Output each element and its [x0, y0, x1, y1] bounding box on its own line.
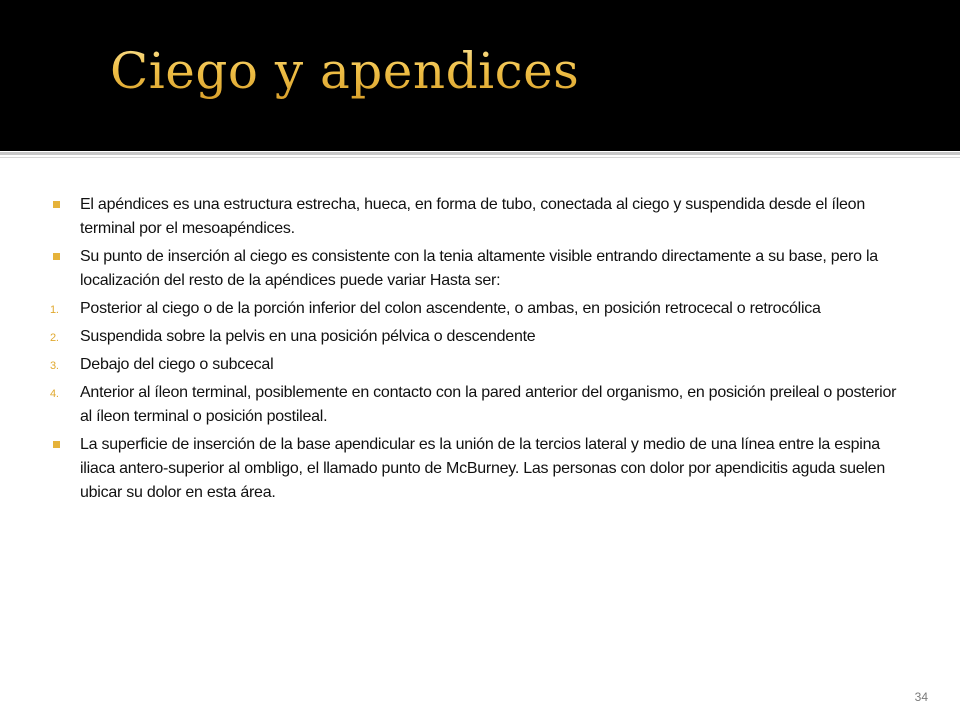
title-band [0, 0, 960, 151]
slide-title: Ciego y apendices [110, 42, 580, 100]
list-number: 3. [50, 360, 59, 372]
square-bullet-icon [53, 441, 60, 448]
page-number: 34 [914, 690, 928, 704]
numbered-item [50, 353, 900, 377]
title-divider [0, 152, 960, 155]
numbered-text: Posterior al ciego o de la porción inferior del colon ascendente, o ambas, en posición retrocecal o retrocólica [80, 300, 821, 317]
bullet-text: La superficie de inserción de la base apendicular es la unión de la tercios lateral y medio de una línea entre la espina iliaca antero-superior al ombligo, el llamado punto de McBurney. Las personas con dolor por apendicitis aguda suelen ubicar su dolor en esta área. [80, 436, 885, 501]
bullet-text: El apéndices es una estructura estrecha, hueca, en forma de tubo, conectada al ciego y suspendida desde el íleon terminal por el mesoapéndices. [80, 196, 865, 237]
list-number: 1. [50, 304, 59, 316]
bullet-item [50, 433, 900, 505]
numbered-text: Debajo del ciego o subcecal [80, 356, 274, 373]
numbered-item [50, 297, 900, 321]
title-divider-thin [0, 157, 960, 158]
square-bullet-icon [53, 253, 60, 260]
list-number: 2. [50, 332, 59, 344]
numbered-text: Anterior al íleon terminal, posiblemente en contacto con la pared anterior del organismo, en posición preileal o posterior al íleon terminal o posición postileal. [80, 384, 897, 425]
bullet-text: Su punto de inserción al ciego es consistente con la tenia altamente visible entrando directamente a su base, pero la localización del resto de la apéndices puede variar Hasta ser: [80, 248, 878, 289]
bullet-item [50, 245, 900, 293]
numbered-text: Suspendida sobre la pelvis en una posición pélvica o descendente [80, 328, 536, 345]
list-number: 4. [50, 388, 59, 400]
square-bullet-icon [53, 201, 60, 208]
numbered-item [50, 325, 900, 349]
slide-body-list [50, 193, 900, 509]
numbered-item [50, 381, 900, 429]
bullet-item [50, 193, 900, 241]
